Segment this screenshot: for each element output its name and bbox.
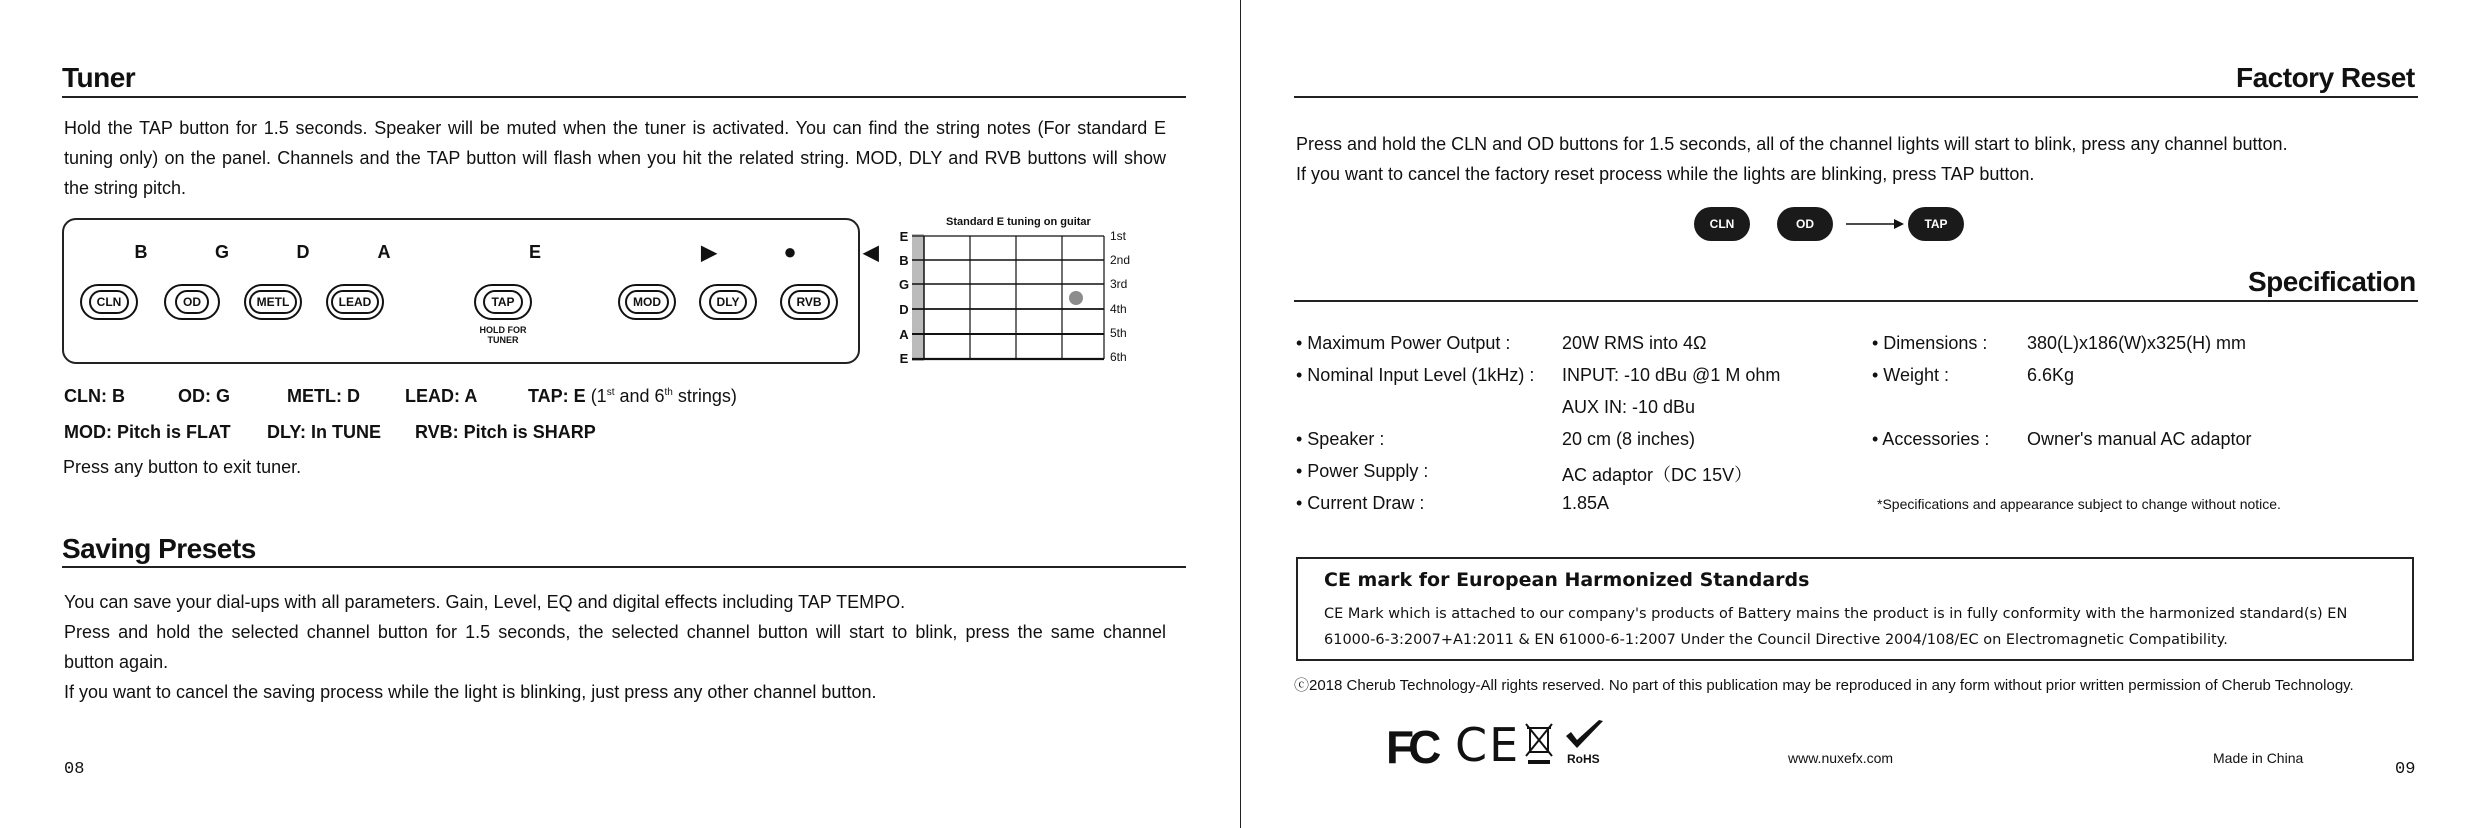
flat-indicator-icon: ▶ xyxy=(701,242,717,264)
factory-od-button[interactable]: OD xyxy=(1777,207,1833,241)
string-label-d: D xyxy=(899,302,909,317)
spec-label-accessories: • Accessories : xyxy=(1872,429,1990,449)
legend-rvb: RVB: Pitch is SHARP xyxy=(415,422,596,442)
ce-body xyxy=(1324,601,2394,653)
string-number-3: 3rd xyxy=(1110,277,1128,291)
mod-button[interactable]: MOD xyxy=(618,284,676,320)
legend-tap-note-c: strings) xyxy=(672,386,737,406)
string-label-b: B xyxy=(899,253,909,268)
spec-label-max-power: • Maximum Power Output : xyxy=(1296,333,1511,353)
made-in-china: Made in China xyxy=(2213,750,2304,766)
note-e: E xyxy=(528,242,541,262)
note-d: D xyxy=(296,242,310,262)
legend-od: OD: G xyxy=(178,386,230,406)
note-b: B xyxy=(134,242,148,262)
ce-box xyxy=(1296,557,2414,661)
left-page xyxy=(0,0,1240,828)
factory-line-2: If you want to cancel the factory reset process while the lights are blinking, press TAP button. xyxy=(1296,164,2035,184)
saving-presets-rule xyxy=(62,566,1186,568)
spec-value-aux: AUX IN: -10 dBu xyxy=(1562,397,1696,417)
spec-value-speaker: 20 cm (8 inches) xyxy=(1562,429,1696,449)
sharp-indicator-icon: ◀ xyxy=(863,242,879,264)
string-number-4: 4th xyxy=(1110,302,1127,316)
spec-label-power-supply: • Power Supply : xyxy=(1296,461,1429,481)
string-number-5: 5th xyxy=(1110,326,1127,340)
ce-line-1: CE Mark which is attached to our company's products of Battery mains the product is in fully conformity with the harmonized standard(s) EN xyxy=(1324,606,2348,622)
legend-metl: METL: D xyxy=(287,386,360,406)
hold-for-tuner-label: HOLD FOR TUNER xyxy=(479,325,527,345)
factory-reset-paragraph xyxy=(1296,129,2416,189)
string-number-6: 6th xyxy=(1110,350,1127,364)
rvb-button[interactable]: RVB xyxy=(780,284,838,320)
legend-tap-note-b: and 6 xyxy=(614,386,665,406)
factory-cln-button[interactable]: CLN xyxy=(1694,207,1750,241)
legend-cln: CLN: B xyxy=(64,386,125,406)
right-page xyxy=(1241,0,2481,828)
arrow-right-icon xyxy=(1844,216,1906,232)
spec-value-weight: 6.6Kg xyxy=(2027,365,2075,385)
factory-line-1: Press and hold the CLN and OD buttons for 1.5 seconds, all of the channel lights will start to blink, press any channel button. xyxy=(1296,134,2288,154)
ce-line-2: 61000-6-3:2007+A1:2011 & EN 61000-6-1:2007 Under the Council Directive 2004/108/EC on Electromagnetic Compatibility. xyxy=(1324,632,2228,648)
factory-reset-heading: Factory Reset xyxy=(2236,62,2415,93)
specification-rule xyxy=(1294,300,2418,302)
lead-button[interactable]: LEAD xyxy=(326,284,384,320)
specification-heading: Specification xyxy=(2248,266,2416,297)
legend-tap-note-a: (1 xyxy=(590,386,607,406)
spec-label-weight: • Weight : xyxy=(1872,365,1950,385)
cln-button[interactable]: CLN xyxy=(80,284,138,320)
od-button[interactable]: OD xyxy=(164,284,220,320)
fc-logo-icon: FC xyxy=(1386,721,1436,773)
string-number-1: 1st xyxy=(1110,229,1127,243)
rohs-label: RoHS xyxy=(1567,752,1600,766)
string-label-g: G xyxy=(898,277,910,292)
tap-button[interactable]: TAP xyxy=(474,284,532,320)
spec-label-current-draw: • Current Draw : xyxy=(1296,493,1425,513)
spec-value-max-power: 20W RMS into 4Ω xyxy=(1562,333,1707,353)
metl-button[interactable]: METL xyxy=(244,284,302,320)
legend-mod: MOD: Pitch is FLAT xyxy=(64,422,231,442)
legend-lead: LEAD: A xyxy=(405,386,478,406)
string-label-a: A xyxy=(899,327,909,342)
tuner-line-1: Hold the TAP button for 1.5 seconds. Speaker will be muted when the tuner is activated. You can find the string notes (For standard E xyxy=(64,118,1166,138)
spec-label-speaker: • Speaker : xyxy=(1296,429,1385,449)
spec-value-dimensions: 380(L)x186(W)x325(H) mm xyxy=(2027,333,2247,353)
copyright-text: ⓒ2018 Cherub Technology-All rights reserved. No part of this publication may be reproduced in any form without prior written permission of Cherub Technology. xyxy=(1294,677,2354,694)
page-number-left: 08 xyxy=(64,760,85,779)
saving-line-1: You can save your dial-ups with all parameters. Gain, Level, EQ and digital effects including TAP TEMPO. xyxy=(64,592,906,612)
string-number-2: 2nd xyxy=(1110,253,1131,267)
ce-logo-icon: CE xyxy=(1455,718,1521,772)
string-label-e-low: E xyxy=(899,351,909,366)
tuner-heading: Tuner xyxy=(62,62,136,93)
spec-value-current-draw: 1.85A xyxy=(1562,493,1610,513)
note-a: A xyxy=(377,242,391,262)
factory-tap-button[interactable]: TAP xyxy=(1908,207,1964,241)
in-tune-indicator-icon: ● xyxy=(783,239,797,264)
spec-value-input-level: INPUT: -10 dBu @1 M ohm xyxy=(1562,365,1781,385)
legend-tap-sup-a: st xyxy=(606,387,615,398)
tuner-rule xyxy=(62,96,1186,98)
page-number-right: 09 xyxy=(2395,760,2416,779)
spec-value-accessories: Owner's manual AC adaptor xyxy=(2027,429,2252,449)
legend-tap-sup-b: th xyxy=(664,387,673,398)
legend-tap-label: TAP: E xyxy=(528,386,586,406)
string-label-e-high: E xyxy=(899,229,909,244)
rohs-check-icon xyxy=(1563,718,1607,752)
saving-presets-heading: Saving Presets xyxy=(62,533,256,564)
tuner-panel xyxy=(62,218,879,364)
exit-tuner-text: Press any button to exit tuner. xyxy=(63,457,302,477)
tuner-line-2: tuning only) on the panel. Channels and the TAP button will flash when you hit the related string. MOD, DLY and RVB buttons will show xyxy=(64,148,1166,168)
ce-title: CE mark for European Harmonized Standards xyxy=(1324,569,1810,591)
spec-label-input-level: • Nominal Input Level (1kHz) : xyxy=(1296,365,1535,385)
fretboard-diagram xyxy=(908,228,1114,370)
legend-dly: DLY: In TUNE xyxy=(267,422,382,442)
saving-line-3: button again. xyxy=(64,652,169,672)
factory-reset-rule xyxy=(1294,96,2418,98)
tuner-paragraph xyxy=(64,113,1166,203)
spec-value-power-supply: AC adaptor（DC 15V） xyxy=(1562,465,1753,485)
website-link[interactable]: www.nuxefx.com xyxy=(1788,750,1894,766)
spec-note: *Specifications and appearance subject to change without notice. xyxy=(1877,496,2281,512)
saving-presets-paragraph xyxy=(64,587,1166,707)
tuner-line-3: the string pitch. xyxy=(64,178,187,198)
spec-label-dimensions: • Dimensions : xyxy=(1872,333,1988,353)
note-g: G xyxy=(214,242,229,262)
saving-line-4: If you want to cancel the saving process while the light is blinking, just press any other channel button. xyxy=(64,682,877,702)
saving-line-2: Press and hold the selected channel button for 1.5 seconds, the selected channel button will start to blink, press the same channel xyxy=(64,622,1166,642)
legend-tap xyxy=(528,386,737,407)
weee-bin-icon xyxy=(1524,722,1554,766)
fretboard-title: Standard E tuning on guitar xyxy=(946,216,1091,228)
dly-button[interactable]: DLY xyxy=(699,284,757,320)
